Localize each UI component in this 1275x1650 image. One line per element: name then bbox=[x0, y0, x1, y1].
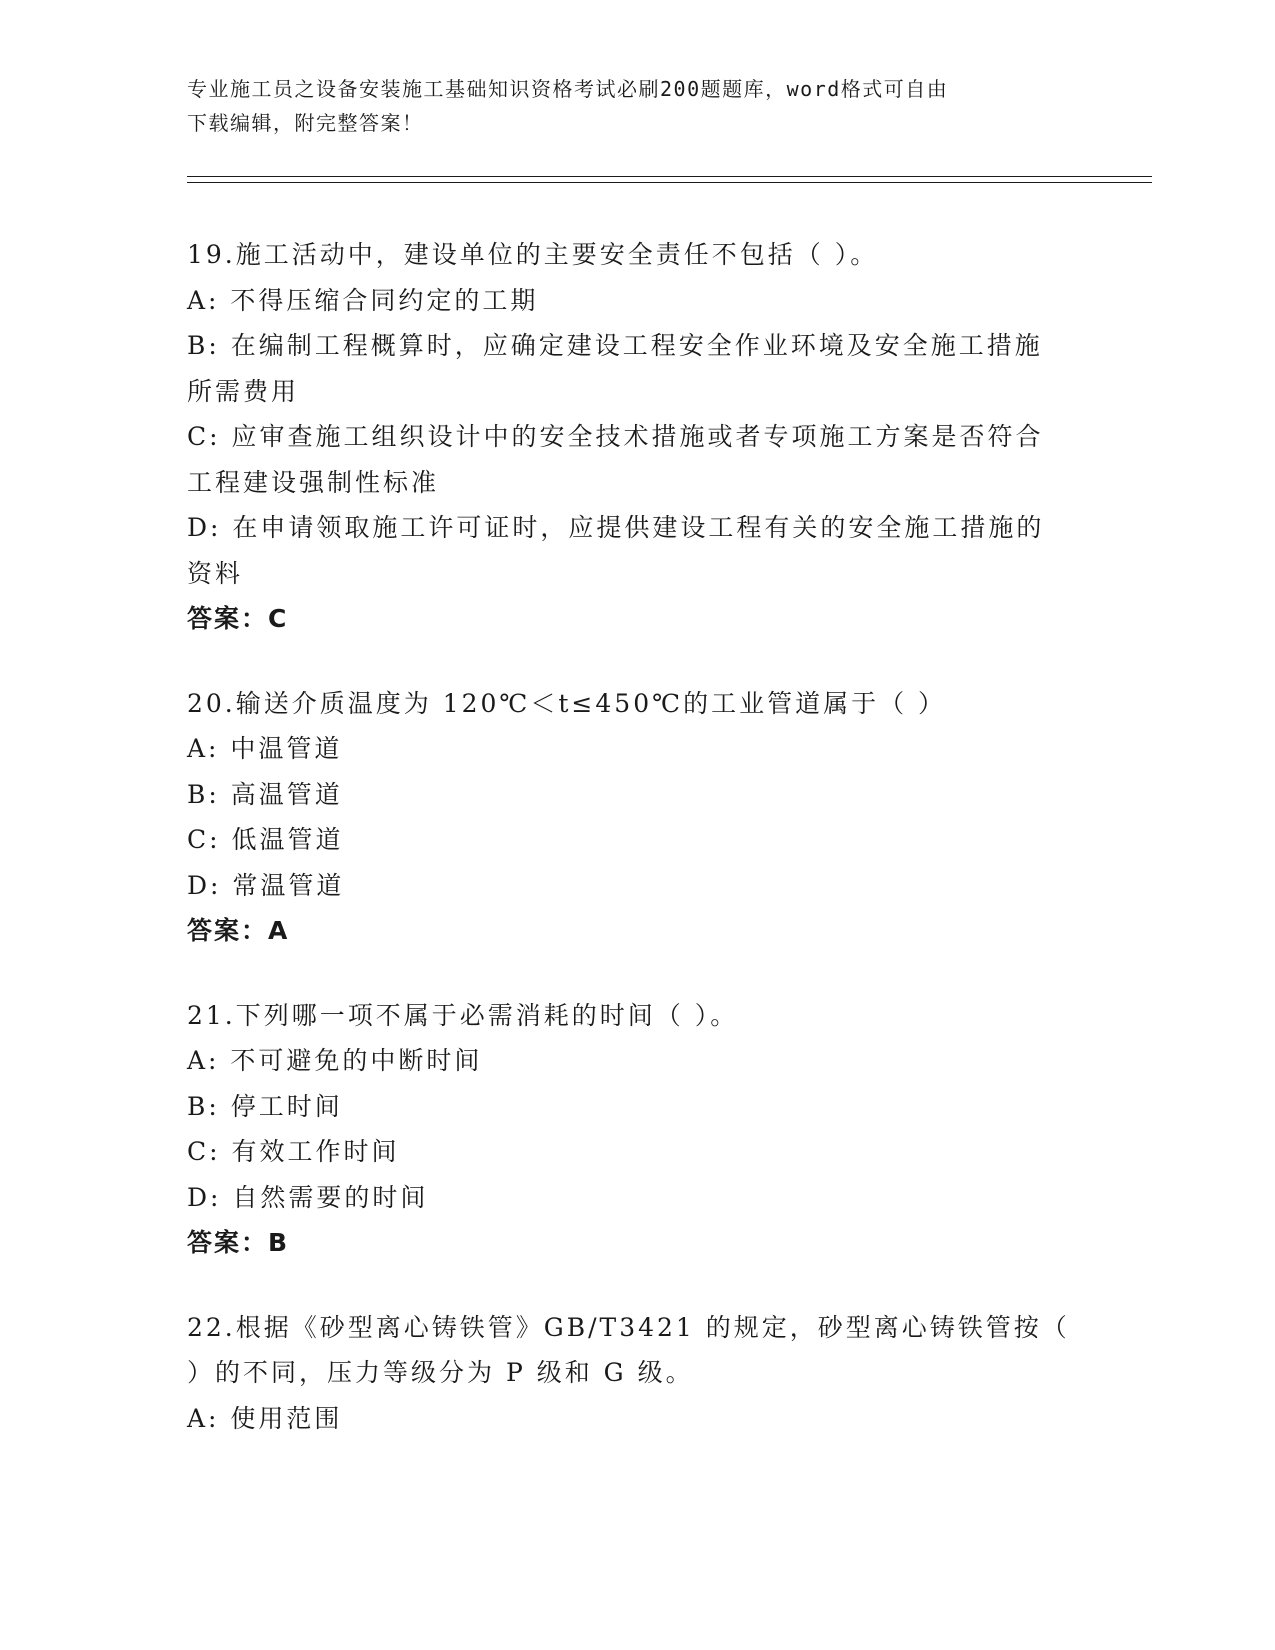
header-divider bbox=[187, 182, 1152, 183]
question-20 bbox=[187, 681, 1087, 954]
option-d-continued: 资料 bbox=[187, 558, 244, 588]
option-a: A: 不可避免的中断时间 bbox=[187, 1046, 483, 1075]
answer: 答案：A bbox=[187, 916, 290, 945]
header-divider bbox=[187, 176, 1152, 177]
question-text: 22.根据《砂型离心铸铁管》GB/T3421 的规定，砂型离心铸铁管按（ bbox=[187, 1312, 1070, 1342]
option-d: D: 在申请领取施工许可证时，应提供建设工程有关的安全施工措施的 bbox=[187, 513, 1045, 542]
option-b-continued: 所需费用 bbox=[187, 376, 300, 406]
option-c: C: 有效工作时间 bbox=[187, 1137, 400, 1166]
option-a: A: 中温管道 bbox=[187, 734, 343, 763]
document-header bbox=[187, 72, 1067, 140]
option-c-continued: 工程建设强制性标准 bbox=[187, 467, 440, 497]
option-c: C: 低温管道 bbox=[187, 825, 344, 854]
question-text: 21.下列哪一项不属于必需消耗的时间（ ）。 bbox=[187, 1000, 739, 1030]
header-line: 下载编辑，附完整答案！ bbox=[187, 111, 424, 135]
question-text: 19.施工活动中，建设单位的主要安全责任不包括（ ）。 bbox=[187, 240, 879, 269]
question-text-continued: ）的不同，压力等级分为 P 级和 G 级。 bbox=[187, 1358, 694, 1387]
question-21 bbox=[187, 993, 1087, 1266]
option-a: A: 使用范围 bbox=[187, 1403, 343, 1433]
option-b: B: 停工时间 bbox=[187, 1091, 343, 1121]
question-22 bbox=[187, 1305, 1087, 1442]
option-b: B: 在编制工程概算时，应确定建设工程安全作业环境及安全施工措施 bbox=[187, 331, 1043, 360]
answer: 答案：C bbox=[187, 604, 289, 633]
question-19 bbox=[187, 232, 1087, 642]
header-line: 专业施工员之设备安装施工基础知识资格考试必刷200题题库，word格式可自由 bbox=[187, 77, 949, 101]
question-list bbox=[187, 232, 1087, 1480]
option-d: D: 自然需要的时间 bbox=[187, 1182, 429, 1212]
option-d: D: 常温管道 bbox=[187, 870, 345, 900]
option-c: C: 应审查施工组织设计中的安全技术措施或者专项施工方案是否符合 bbox=[187, 422, 1044, 451]
question-text: 20.输送介质温度为 120℃＜t≤450℃的工业管道属于（ ） bbox=[187, 688, 947, 718]
option-a: A: 不得压缩合同约定的工期 bbox=[187, 285, 539, 315]
answer: 答案：B bbox=[187, 1228, 290, 1257]
option-b: B: 高温管道 bbox=[187, 779, 343, 809]
